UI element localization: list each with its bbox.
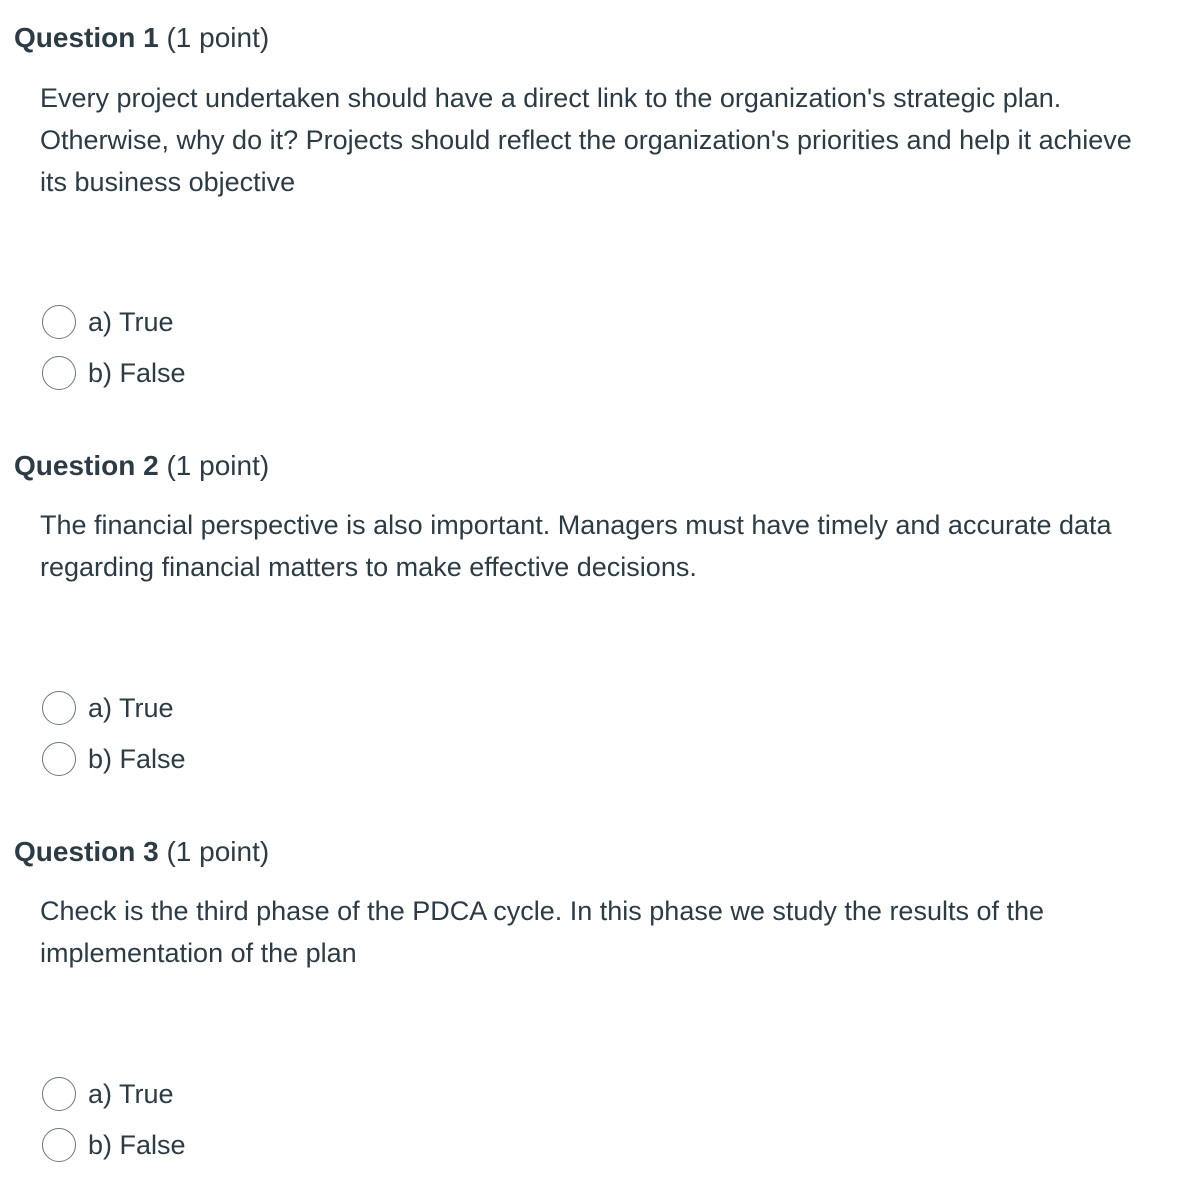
option-label: a) True	[88, 1079, 174, 1109]
question-points: (1 point)	[166, 836, 270, 867]
question-label: Question 2	[14, 450, 159, 481]
option-label: a) True	[88, 307, 174, 337]
question-title	[14, 835, 269, 869]
question-label: Question 3	[14, 836, 159, 867]
option-false[interactable]	[42, 740, 186, 778]
radio-button[interactable]	[42, 1077, 76, 1111]
radio-button[interactable]	[42, 1128, 76, 1162]
option-false[interactable]	[42, 354, 186, 392]
question-text: The financial perspective is also important. Managers must have timely and accurate data regarding financial matters to make effective decisions.	[40, 510, 1112, 582]
question-text: Every project undertaken should have a direct link to the organization's strategic plan. Otherwise, why do it? Projects should reflect the organization's priorities and help it achieve its business objective	[40, 83, 1132, 197]
option-label: b) False	[88, 358, 186, 388]
question-title	[14, 449, 269, 483]
question-points: (1 point)	[166, 450, 270, 481]
option-true[interactable]	[42, 1075, 174, 1113]
option-label: b) False	[88, 1130, 186, 1160]
question-title	[14, 21, 269, 55]
question-points: (1 point)	[166, 22, 270, 53]
option-true[interactable]	[42, 303, 174, 341]
radio-button[interactable]	[42, 691, 76, 725]
option-true[interactable]	[42, 689, 174, 727]
question-label: Question 1	[14, 22, 159, 53]
question-text: Check is the third phase of the PDCA cycle. In this phase we study the results of the implementation of the plan	[40, 896, 1045, 968]
option-label: a) True	[88, 693, 174, 723]
radio-button[interactable]	[42, 356, 76, 390]
radio-button[interactable]	[42, 742, 76, 776]
option-false[interactable]	[42, 1126, 186, 1164]
radio-button[interactable]	[42, 305, 76, 339]
option-label: b) False	[88, 744, 186, 774]
